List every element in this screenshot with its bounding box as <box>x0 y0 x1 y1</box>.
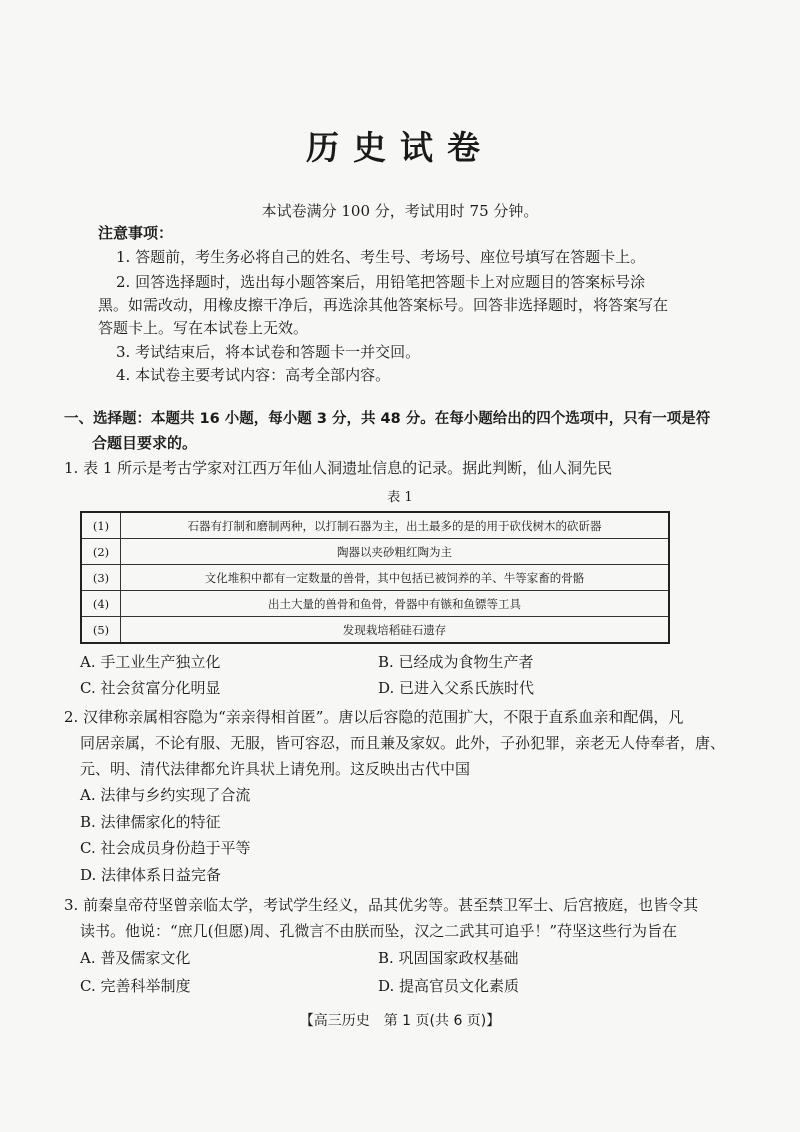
row-text: 出土大量的兽骨和鱼骨，骨器中有镞和鱼镖等工具 <box>121 591 670 617</box>
question-3-stem-line1: 3. 前秦皇帝苻坚曾亲临太学，考试学生经义，品其优劣等。甚至禁卫军士、后宫掖庭，也皆令其 <box>64 896 699 914</box>
notice-item-2-cont: 黑。如需改动，用橡皮擦干净后，再选涂其他答案标号。回答非选择题时，将答案写在 <box>98 296 669 314</box>
row-number: (3) <box>81 565 121 591</box>
row-text: 石器有打制和磨制两种，以打制石器为主，出土最多的是的用于砍伐树木的砍斫器 <box>121 512 670 539</box>
q1-option-d: D. 已进入父系氏族时代 <box>378 679 535 697</box>
row-number: (4) <box>81 591 121 617</box>
q1-option-a: A. 手工业生产独立化 <box>80 653 221 671</box>
table-row <box>81 539 669 565</box>
question-1-stem: 1. 表 1 所示是考古学家对江西万年仙人洞遗址信息的记录。据此判断，仙人洞先民 <box>64 459 613 477</box>
question-2-stem-line3: 元、明、清代法律都允许具状上请免刑。这反映出古代中国 <box>80 760 471 778</box>
row-text: 陶器以夹砂粗红陶为主 <box>121 539 670 565</box>
question-2-stem-line1: 2. 汉律称亲属相容隐为“亲亲得相首匿”。唐以后容隐的范围扩大，不限于直系血亲和配偶，凡 <box>64 708 684 726</box>
section-heading: 一、选择题：本题共 16 小题，每小题 3 分，共 48 分。在每小题给出的四个选项中，只有一项是符 <box>64 411 711 427</box>
notice-item-2: 2. 回答选择题时，选出每小题答案后，用铅笔把答题卡上对应题目的答案标号涂 <box>116 273 646 291</box>
notice-item-4: 4. 本试卷主要考试内容：高考全部内容。 <box>116 366 391 384</box>
section-heading-cont: 合题目要求的。 <box>92 434 198 452</box>
archaeology-table <box>80 511 670 644</box>
notice-heading: 注意事项： <box>98 224 174 242</box>
q1-option-b: B. 已经成为食物生产者 <box>378 653 534 671</box>
row-number: (2) <box>81 539 121 565</box>
page-footer: 【高三历史 第 1 页(共 6 页)】 <box>299 1013 501 1029</box>
q3-option-a: A. 普及儒家文化 <box>80 949 191 967</box>
q3-option-b: B. 巩固国家政权基础 <box>378 949 519 967</box>
exam-subtitle: 本试卷满分 100 分，考试用时 75 分钟。 <box>261 202 539 220</box>
q3-option-c: C. 完善科举制度 <box>80 977 191 995</box>
notice-item-2-cont2: 答题卡上。写在本试卷上无效。 <box>98 319 309 337</box>
page-title: 历史试卷 <box>306 128 494 167</box>
q2-option-a: A. 法律与乡约实现了合流 <box>80 786 251 804</box>
table-row <box>81 591 669 617</box>
row-text: 文化堆积中都有一定数量的兽骨，其中包括已被饲养的羊、牛等家畜的骨骼 <box>121 565 670 591</box>
table-row <box>81 617 669 644</box>
q2-option-c: C. 社会成员身份趋于平等 <box>80 839 251 857</box>
table-row <box>81 565 669 591</box>
q2-option-b: B. 法律儒家化的特征 <box>80 813 221 831</box>
question-3-stem-line2: 读书。他说：“庶几(但愿)周、孔微言不由朕而坠，汉之二武其可追乎！”苻坚这些行为旨在 <box>80 922 678 940</box>
row-number: (5) <box>81 617 121 644</box>
notice-item-1: 1. 答题前，考生务必将自己的姓名、考生号、考场号、座位号填写在答题卡上。 <box>116 248 646 266</box>
notice-item-3: 3. 考试结束后，将本试卷和答题卡一并交回。 <box>116 343 421 361</box>
q1-option-c: C. 社会贫富分化明显 <box>80 679 221 697</box>
row-number: (1) <box>81 512 121 539</box>
row-text: 发现栽培稻硅石遗存 <box>121 617 670 644</box>
question-2-stem-line2: 同居亲属，不论有服、无服，皆可容忍，而且兼及家奴。此外，子孙犯罪，亲老无人侍奉者，唐、 <box>80 734 726 752</box>
table-row <box>81 512 669 539</box>
q2-option-d: D. 法律体系日益完备 <box>80 866 222 884</box>
q3-option-d: D. 提高官员文化素质 <box>378 977 520 995</box>
table-caption: 表 1 <box>387 490 413 505</box>
